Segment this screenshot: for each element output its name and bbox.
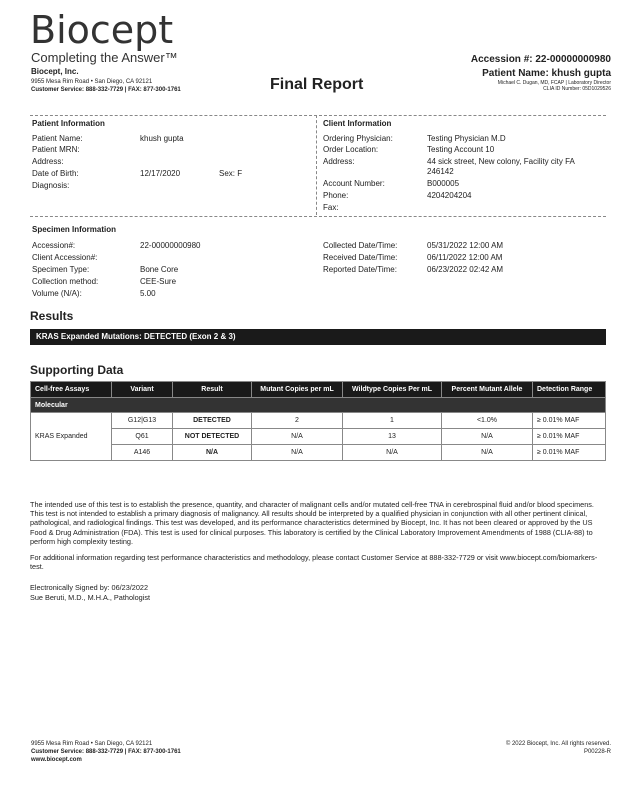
account-value: B000005	[427, 179, 460, 188]
divider	[30, 216, 606, 217]
header-cell-assay: Cell-free Assays	[31, 382, 112, 398]
accession-number: Accession #: 22-00000000980	[470, 54, 611, 65]
signer-name: Sue Beruti, M.D., M.H.A., Pathologist	[30, 593, 151, 602]
volume-label: Volume (N/A):	[32, 289, 82, 298]
collection-method-value: CEE-Sure	[140, 277, 177, 286]
patient-name-label: Patient Name:	[32, 134, 83, 143]
lab-director: Michael C. Dugan, MD, FCAP | Laboratory Director	[497, 80, 611, 86]
specimen-accession-label: Accession#:	[32, 241, 76, 250]
mutant-cell: N/A	[252, 445, 343, 461]
company-name: Biocept, Inc.	[31, 67, 79, 76]
location-label: Order Location:	[323, 145, 379, 154]
result-cell: N/A	[173, 445, 252, 461]
additional-info-text: For additional information regarding test performance characteristics and methodology, please contact Customer Service at 888-332-7729 or visit www.biocept.com/biomarkers-test.	[30, 553, 598, 572]
footer-copyright: © 2022 Biocept, Inc. All rights reserved.	[505, 741, 611, 747]
results-banner: KRAS Expanded Mutations: DETECTED (Exon 2 & 3)	[30, 329, 606, 345]
header-cell-wildtype: Wildtype Copies Per mL	[343, 382, 442, 398]
supporting-data-table	[30, 381, 606, 461]
range-cell: ≥ 0.01% MAF	[533, 413, 606, 429]
received-value: 06/11/2022 12:00 AM	[427, 253, 503, 262]
phone-label: Phone:	[323, 191, 349, 200]
phone-value: 4204204204	[427, 191, 472, 200]
header-cell-variant: Variant	[112, 382, 173, 398]
supporting-data-title: Supporting Data	[30, 363, 124, 377]
range-cell: ≥ 0.01% MAF	[533, 429, 606, 445]
specimen-accession-value: 22-00000000980	[140, 241, 201, 250]
physician-label: Ordering Physician:	[323, 134, 393, 143]
client-info-title: Client Information	[323, 119, 392, 128]
client-address-line2: 246142	[427, 167, 454, 176]
fax-label: Fax:	[323, 203, 339, 212]
variant-cell: A146	[112, 445, 173, 461]
footer-customer-service: Customer Service: 888-332-7729 | FAX: 877-300-1761	[31, 749, 181, 755]
header-cell-mutant: Mutant Copies per mL	[252, 382, 343, 398]
disclaimer-text: The intended use of this test is to establish the presence, quantity, and character of malignant cells and/or mutated cell-free TNA in cerebrospinal fluid and/or blood specimens. This test is not intended to establish a primary diagnosis of malignancy. All results should be interpreted by a qualified physician in conjunction with all other pertinent clinical, pathological, and radiological findings. This test was developed, and its performance characteristics determined by Biocept, Inc. It has not been cleared or approved by the US Food & Drug Administration (FDA). This test is used for clinical purposes. This laboratory is certified by the Clinical Laboratory Improvement Amendments of 1988 (CLIA-88) to perform high complexity testing.	[30, 500, 594, 546]
client-address-label: Address:	[323, 157, 355, 166]
account-label: Account Number:	[323, 179, 385, 188]
header-patient-name: Patient Name: khush gupta	[482, 68, 611, 79]
variant-cell: G12|G13	[112, 413, 173, 429]
percent-cell: N/A	[442, 429, 533, 445]
report-title: Final Report	[270, 76, 364, 93]
patient-info-title: Patient Information	[32, 119, 105, 128]
mutant-cell: 2	[252, 413, 343, 429]
table-row	[31, 445, 606, 461]
specimen-info-title: Specimen Information	[32, 225, 117, 234]
divider	[30, 115, 606, 116]
patient-mrn-label: Patient MRN:	[32, 145, 80, 154]
footer-code: P00228-R	[583, 749, 611, 755]
wildtype-cell: 1	[343, 413, 442, 429]
collection-method-label: Collection method:	[32, 277, 99, 286]
reported-value: 06/23/2022 02:42 AM	[427, 265, 504, 274]
header-cell-result: Result	[173, 382, 252, 398]
patient-name-value: khush gupta	[140, 134, 184, 143]
company-address: 9955 Mesa Rim Road • San Diego, CA 92121	[31, 79, 153, 85]
footer-address: 9955 Mesa Rim Road • San Diego, CA 92121	[31, 741, 153, 747]
tagline: Completing the Answer™	[31, 50, 178, 65]
header-cell-range: Detection Range	[533, 382, 606, 398]
table-row	[31, 429, 606, 445]
wildtype-cell: 13	[343, 429, 442, 445]
variant-cell: Q61	[112, 429, 173, 445]
reported-label: Reported Date/Time:	[323, 265, 397, 274]
customer-service: Customer Service: 888-332-7729 | FAX: 877-300-1761	[31, 87, 181, 93]
clia-number: CLIA ID Number: 05D1029526	[543, 86, 611, 92]
diagnosis-label: Diagnosis:	[32, 181, 70, 190]
volume-value: 5.00	[140, 289, 156, 298]
mutant-cell: N/A	[252, 429, 343, 445]
specimen-type-label: Specimen Type:	[32, 265, 90, 274]
percent-cell: <1.0%	[442, 413, 533, 429]
location-value: Testing Account 10	[427, 145, 495, 154]
result-cell: DETECTED	[173, 413, 252, 429]
collected-value: 05/31/2022 12:00 AM	[427, 241, 504, 250]
received-label: Received Date/Time:	[323, 253, 398, 262]
range-cell: ≥ 0.01% MAF	[533, 445, 606, 461]
sex-value: Sex: F	[219, 169, 243, 178]
assay-cell: KRAS Expanded	[31, 413, 112, 461]
results-title: Results	[30, 309, 74, 323]
collected-label: Collected Date/Time:	[323, 241, 398, 250]
physician-value: Testing Physician M.D	[427, 134, 506, 143]
molecular-group-row: Molecular	[31, 398, 606, 413]
footer-website: www.biocept.com	[31, 757, 82, 763]
client-accession-label: Client Accession#:	[32, 253, 98, 262]
vertical-divider	[316, 115, 317, 215]
header-cell-percent: Percent Mutant Allele	[442, 382, 533, 398]
wildtype-cell: N/A	[343, 445, 442, 461]
biocept-logo: Biocept	[30, 8, 174, 52]
percent-cell: N/A	[442, 445, 533, 461]
table-row	[31, 413, 606, 429]
client-address-line1: 44 sick street, New colony, Facility city FA	[427, 157, 575, 166]
specimen-type-value: Bone Core	[140, 265, 179, 274]
signed-date: Electronically Signed by: 06/23/2022	[30, 583, 149, 592]
dob-value: 12/17/2020	[140, 169, 181, 178]
dob-label: Date of Birth:	[32, 169, 79, 178]
patient-address-label: Address:	[32, 157, 64, 166]
result-cell: NOT DETECTED	[173, 429, 252, 445]
